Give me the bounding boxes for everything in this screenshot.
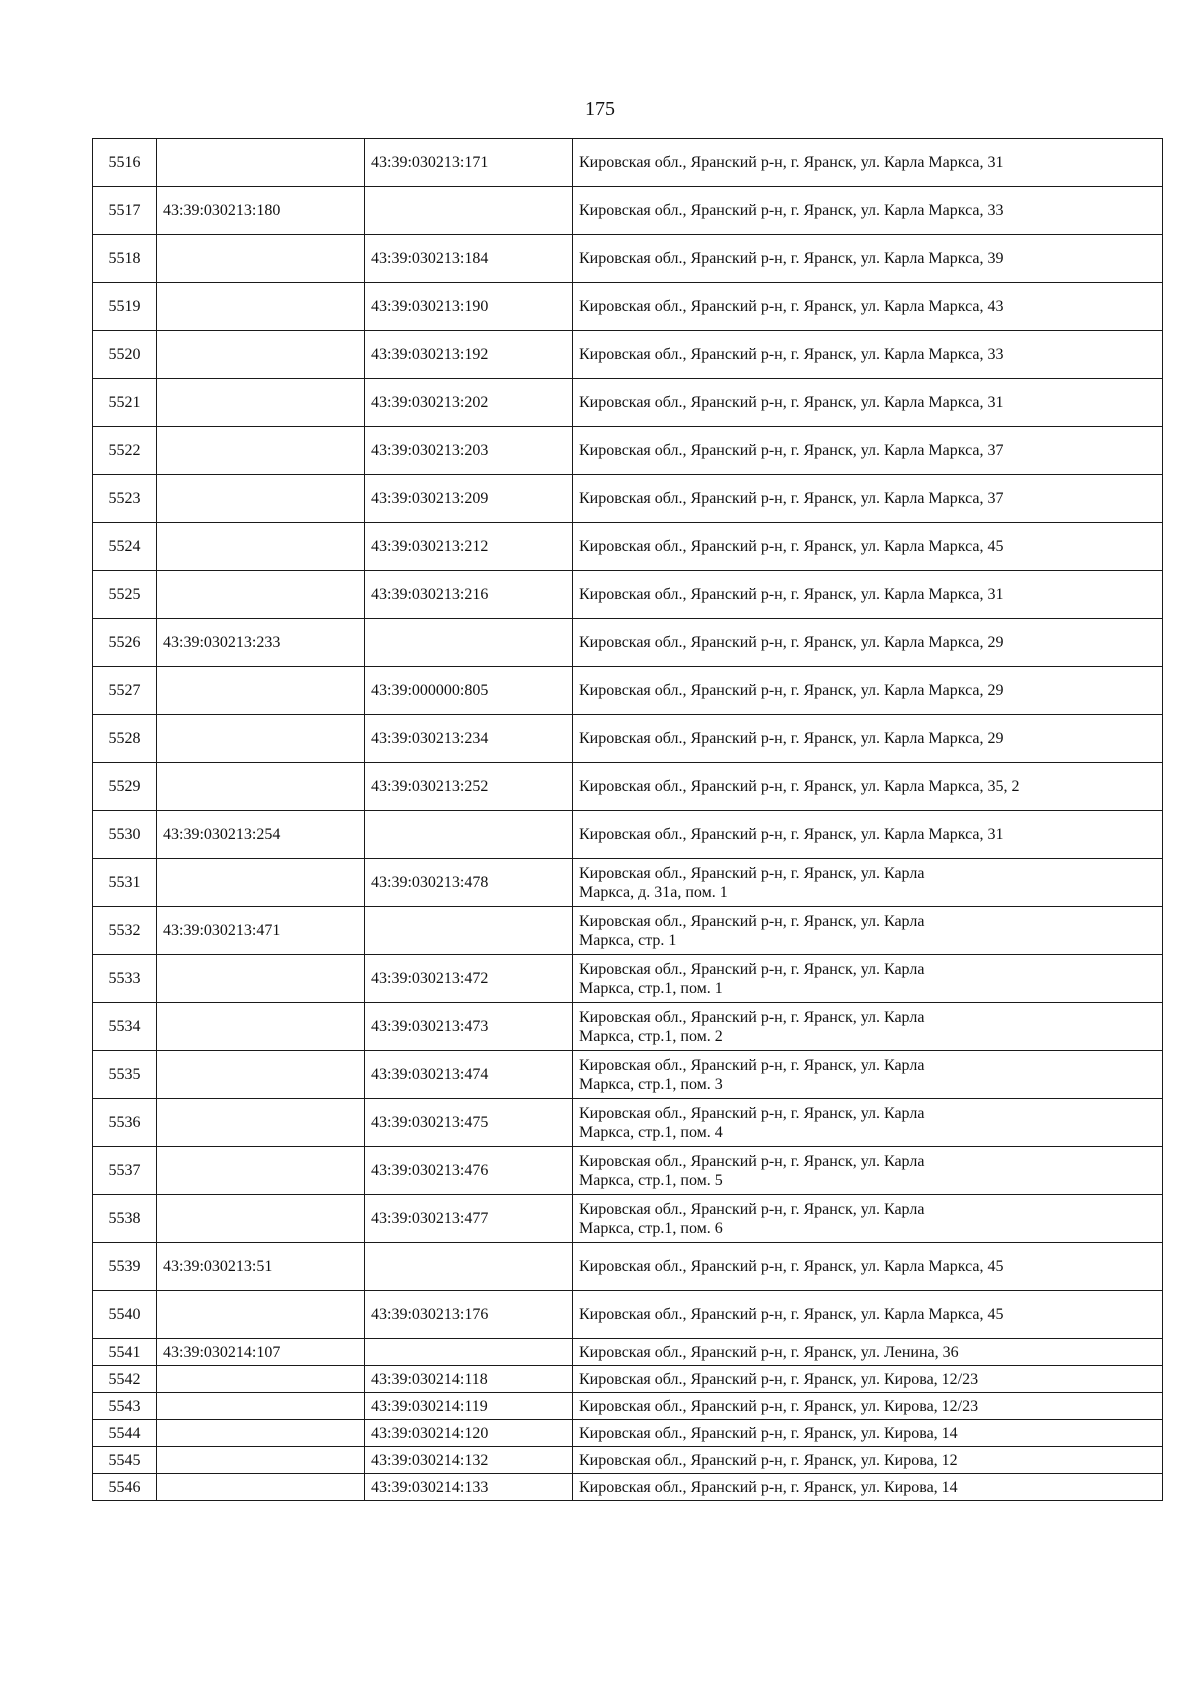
row-number-cell: 5531 xyxy=(93,859,157,907)
cadastral-number-2-cell: 43:39:030213:477 xyxy=(365,1195,573,1243)
cadastral-number-1-cell xyxy=(157,235,365,283)
address-line: Маркса, стр.1, пом. 3 xyxy=(579,1075,723,1093)
cadastral-number-1-cell xyxy=(157,1393,365,1420)
table-row xyxy=(93,235,1163,283)
address-cell xyxy=(573,955,1163,1003)
cadastral-number-2-cell: 43:39:030213:176 xyxy=(365,1291,573,1339)
cadastral-number-2-cell: 43:39:030214:118 xyxy=(365,1366,573,1393)
cadastral-number-2-cell: 43:39:030213:202 xyxy=(365,379,573,427)
table-row xyxy=(93,763,1163,811)
cadastral-number-2-cell: 43:39:030214:133 xyxy=(365,1474,573,1501)
row-number-cell: 5525 xyxy=(93,571,157,619)
cadastral-number-1-cell xyxy=(157,1003,365,1051)
row-number-cell: 5541 xyxy=(93,1339,157,1366)
address-line: Маркса, стр.1, пом. 1 xyxy=(579,979,723,997)
cadastral-number-2-cell: 43:39:030213:475 xyxy=(365,1099,573,1147)
row-number-cell: 5528 xyxy=(93,715,157,763)
table-row xyxy=(93,1195,1163,1243)
table-row xyxy=(93,715,1163,763)
row-number-cell: 5535 xyxy=(93,1051,157,1099)
cadastral-number-2-cell: 43:39:030213:234 xyxy=(365,715,573,763)
address-cell: Кировская обл., Яранский р-н, г. Яранск, ул. Карла Маркса, 29 xyxy=(573,667,1163,715)
cadastral-number-1-cell xyxy=(157,1474,365,1501)
cadastral-number-2-cell xyxy=(365,1339,573,1366)
table-row xyxy=(93,1393,1163,1420)
table-row xyxy=(93,859,1163,907)
registry-table-wrapper xyxy=(92,138,1162,1501)
cadastral-number-2-cell: 43:39:030213:473 xyxy=(365,1003,573,1051)
address-cell: Кировская обл., Яранский р-н, г. Яранск, ул. Карла Маркса, 39 xyxy=(573,235,1163,283)
row-number-cell: 5520 xyxy=(93,331,157,379)
table-row xyxy=(93,187,1163,235)
address-cell: Кировская обл., Яранский р-н, г. Яранск, ул. Карла Маркса, 45 xyxy=(573,1291,1163,1339)
table-row xyxy=(93,1099,1163,1147)
address-cell: Кировская обл., Яранский р-н, г. Яранск, ул. Карла Маркса, 33 xyxy=(573,187,1163,235)
cadastral-number-1-cell xyxy=(157,331,365,379)
table-row xyxy=(93,283,1163,331)
row-number-cell: 5539 xyxy=(93,1243,157,1291)
row-number-cell: 5540 xyxy=(93,1291,157,1339)
table-row xyxy=(93,907,1163,955)
row-number-cell: 5544 xyxy=(93,1420,157,1447)
row-number-cell: 5532 xyxy=(93,907,157,955)
address-line: Маркса, стр.1, пом. 6 xyxy=(579,1219,723,1237)
cadastral-number-1-cell xyxy=(157,763,365,811)
cadastral-number-2-cell: 43:39:030213:171 xyxy=(365,139,573,187)
cadastral-number-1-cell xyxy=(157,571,365,619)
address-cell: Кировская обл., Яранский р-н, г. Яранск, ул. Карла Маркса, 45 xyxy=(573,523,1163,571)
cadastral-number-1-cell: 43:39:030213:471 xyxy=(157,907,365,955)
address-cell: Кировская обл., Яранский р-н, г. Яранск, ул. Карла Маркса, 37 xyxy=(573,427,1163,475)
address-cell: Кировская обл., Яранский р-н, г. Яранск, ул. Карла Маркса, 29 xyxy=(573,715,1163,763)
cadastral-number-2-cell xyxy=(365,187,573,235)
table-row xyxy=(93,1366,1163,1393)
address-cell xyxy=(573,1099,1163,1147)
cadastral-number-1-cell xyxy=(157,1366,365,1393)
cadastral-number-1-cell: 43:39:030214:107 xyxy=(157,1339,365,1366)
address-line: Маркса, стр. 1 xyxy=(579,931,677,949)
row-number-cell: 5530 xyxy=(93,811,157,859)
row-number-cell: 5538 xyxy=(93,1195,157,1243)
row-number-cell: 5516 xyxy=(93,139,157,187)
row-number-cell: 5521 xyxy=(93,379,157,427)
row-number-cell: 5526 xyxy=(93,619,157,667)
cadastral-number-2-cell: 43:39:030213:216 xyxy=(365,571,573,619)
address-line: Маркса, стр.1, пом. 5 xyxy=(579,1171,723,1189)
address-line: Кировская обл., Яранский р-н, г. Яранск, ул. Карла xyxy=(579,1008,925,1026)
address-line: Кировская обл., Яранский р-н, г. Яранск, ул. Карла xyxy=(579,960,925,978)
row-number-cell: 5545 xyxy=(93,1447,157,1474)
address-cell xyxy=(573,1147,1163,1195)
address-cell xyxy=(573,1003,1163,1051)
cadastral-number-2-cell: 43:39:030213:203 xyxy=(365,427,573,475)
cadastral-number-1-cell xyxy=(157,1051,365,1099)
address-cell xyxy=(573,907,1163,955)
registry-table-body xyxy=(93,139,1163,1501)
address-cell: Кировская обл., Яранский р-н, г. Яранск, ул. Кирова, 12/23 xyxy=(573,1366,1163,1393)
table-row xyxy=(93,139,1163,187)
cadastral-number-1-cell xyxy=(157,379,365,427)
cadastral-number-1-cell xyxy=(157,1099,365,1147)
address-line: Кировская обл., Яранский р-н, г. Яранск, ул. Карла xyxy=(579,912,925,930)
row-number-cell: 5522 xyxy=(93,427,157,475)
address-cell xyxy=(573,859,1163,907)
cadastral-number-1-cell xyxy=(157,427,365,475)
row-number-cell: 5542 xyxy=(93,1366,157,1393)
table-row xyxy=(93,1420,1163,1447)
table-row xyxy=(93,1339,1163,1366)
table-row xyxy=(93,811,1163,859)
cadastral-number-2-cell: 43:39:030213:252 xyxy=(365,763,573,811)
cadastral-number-1-cell xyxy=(157,1291,365,1339)
cadastral-number-1-cell xyxy=(157,1420,365,1447)
row-number-cell: 5546 xyxy=(93,1474,157,1501)
cadastral-number-2-cell: 43:39:030213:474 xyxy=(365,1051,573,1099)
cadastral-number-2-cell: 43:39:030213:190 xyxy=(365,283,573,331)
address-cell xyxy=(573,1195,1163,1243)
table-row xyxy=(93,1291,1163,1339)
table-row xyxy=(93,427,1163,475)
address-cell: Кировская обл., Яранский р-н, г. Яранск, ул. Карла Маркса, 31 xyxy=(573,139,1163,187)
table-row xyxy=(93,379,1163,427)
cadastral-number-2-cell: 43:39:030213:184 xyxy=(365,235,573,283)
table-row xyxy=(93,1474,1163,1501)
row-number-cell: 5529 xyxy=(93,763,157,811)
address-line: Кировская обл., Яранский р-н, г. Яранск, ул. Карла xyxy=(579,1056,925,1074)
cadastral-number-1-cell xyxy=(157,955,365,1003)
cadastral-number-2-cell: 43:39:030213:192 xyxy=(365,331,573,379)
cadastral-number-1-cell xyxy=(157,1147,365,1195)
address-cell: Кировская обл., Яранский р-н, г. Яранск, ул. Кирова, 14 xyxy=(573,1474,1163,1501)
cadastral-number-1-cell: 43:39:030213:51 xyxy=(157,1243,365,1291)
cadastral-number-1-cell xyxy=(157,139,365,187)
row-number-cell: 5537 xyxy=(93,1147,157,1195)
cadastral-number-1-cell xyxy=(157,283,365,331)
row-number-cell: 5536 xyxy=(93,1099,157,1147)
cadastral-number-2-cell xyxy=(365,1243,573,1291)
table-row xyxy=(93,955,1163,1003)
table-row xyxy=(93,1447,1163,1474)
cadastral-number-2-cell: 43:39:030213:476 xyxy=(365,1147,573,1195)
cadastral-number-1-cell xyxy=(157,1447,365,1474)
address-line: Кировская обл., Яранский р-н, г. Яранск, ул. Карла xyxy=(579,1152,925,1170)
cadastral-number-1-cell xyxy=(157,715,365,763)
address-cell: Кировская обл., Яранский р-н, г. Яранск, ул. Ленина, 36 xyxy=(573,1339,1163,1366)
cadastral-number-1-cell xyxy=(157,475,365,523)
table-row xyxy=(93,667,1163,715)
address-cell: Кировская обл., Яранский р-н, г. Яранск, ул. Карла Маркса, 35, 2 xyxy=(573,763,1163,811)
address-cell: Кировская обл., Яранский р-н, г. Яранск, ул. Карла Маркса, 45 xyxy=(573,1243,1163,1291)
row-number-cell: 5517 xyxy=(93,187,157,235)
address-cell: Кировская обл., Яранский р-н, г. Яранск, ул. Карла Маркса, 31 xyxy=(573,571,1163,619)
cadastral-number-2-cell: 43:39:030213:478 xyxy=(365,859,573,907)
address-line: Кировская обл., Яранский р-н, г. Яранск, ул. Карла xyxy=(579,864,925,882)
cadastral-number-2-cell xyxy=(365,619,573,667)
row-number-cell: 5543 xyxy=(93,1393,157,1420)
cadastral-number-2-cell: 43:39:030213:209 xyxy=(365,475,573,523)
row-number-cell: 5519 xyxy=(93,283,157,331)
cadastral-number-1-cell xyxy=(157,1195,365,1243)
row-number-cell: 5527 xyxy=(93,667,157,715)
row-number-cell: 5533 xyxy=(93,955,157,1003)
address-cell xyxy=(573,1051,1163,1099)
cadastral-number-2-cell: 43:39:000000:805 xyxy=(365,667,573,715)
cadastral-number-1-cell xyxy=(157,523,365,571)
cadastral-number-1-cell: 43:39:030213:180 xyxy=(157,187,365,235)
cadastral-number-2-cell: 43:39:030214:132 xyxy=(365,1447,573,1474)
registry-table xyxy=(92,138,1163,1501)
table-row xyxy=(93,475,1163,523)
row-number-cell: 5523 xyxy=(93,475,157,523)
address-cell: Кировская обл., Яранский р-н, г. Яранск, ул. Карла Маркса, 33 xyxy=(573,331,1163,379)
cadastral-number-1-cell xyxy=(157,859,365,907)
row-number-cell: 5534 xyxy=(93,1003,157,1051)
cadastral-number-1-cell: 43:39:030213:254 xyxy=(157,811,365,859)
address-line: Кировская обл., Яранский р-н, г. Яранск, ул. Карла xyxy=(579,1200,925,1218)
cadastral-number-1-cell xyxy=(157,667,365,715)
cadastral-number-2-cell xyxy=(365,907,573,955)
address-line: Маркса, д. 31а, пом. 1 xyxy=(579,883,728,901)
cadastral-number-2-cell: 43:39:030214:120 xyxy=(365,1420,573,1447)
address-cell: Кировская обл., Яранский р-н, г. Яранск, ул. Карла Маркса, 31 xyxy=(573,811,1163,859)
cadastral-number-2-cell xyxy=(365,811,573,859)
address-cell: Кировская обл., Яранский р-н, г. Яранск, ул. Карла Маркса, 37 xyxy=(573,475,1163,523)
address-cell: Кировская обл., Яранский р-н, г. Яранск, ул. Кирова, 14 xyxy=(573,1420,1163,1447)
row-number-cell: 5524 xyxy=(93,523,157,571)
page-number: 175 xyxy=(585,98,615,120)
table-row xyxy=(93,1003,1163,1051)
address-cell: Кировская обл., Яранский р-н, г. Яранск, ул. Кирова, 12/23 xyxy=(573,1393,1163,1420)
address-line: Маркса, стр.1, пом. 4 xyxy=(579,1123,723,1141)
table-row xyxy=(93,1243,1163,1291)
address-cell: Кировская обл., Яранский р-н, г. Яранск, ул. Карла Маркса, 43 xyxy=(573,283,1163,331)
table-row xyxy=(93,571,1163,619)
table-row xyxy=(93,523,1163,571)
address-cell: Кировская обл., Яранский р-н, г. Яранск, ул. Карла Маркса, 31 xyxy=(573,379,1163,427)
table-row xyxy=(93,619,1163,667)
address-cell: Кировская обл., Яранский р-н, г. Яранск, ул. Кирова, 12 xyxy=(573,1447,1163,1474)
table-row xyxy=(93,1147,1163,1195)
address-line: Кировская обл., Яранский р-н, г. Яранск, ул. Карла xyxy=(579,1104,925,1122)
cadastral-number-1-cell: 43:39:030213:233 xyxy=(157,619,365,667)
row-number-cell: 5518 xyxy=(93,235,157,283)
cadastral-number-2-cell: 43:39:030213:472 xyxy=(365,955,573,1003)
address-line: Маркса, стр.1, пом. 2 xyxy=(579,1027,723,1045)
table-row xyxy=(93,1051,1163,1099)
address-cell: Кировская обл., Яранский р-н, г. Яранск, ул. Карла Маркса, 29 xyxy=(573,619,1163,667)
table-row xyxy=(93,331,1163,379)
cadastral-number-2-cell: 43:39:030214:119 xyxy=(365,1393,573,1420)
cadastral-number-2-cell: 43:39:030213:212 xyxy=(365,523,573,571)
